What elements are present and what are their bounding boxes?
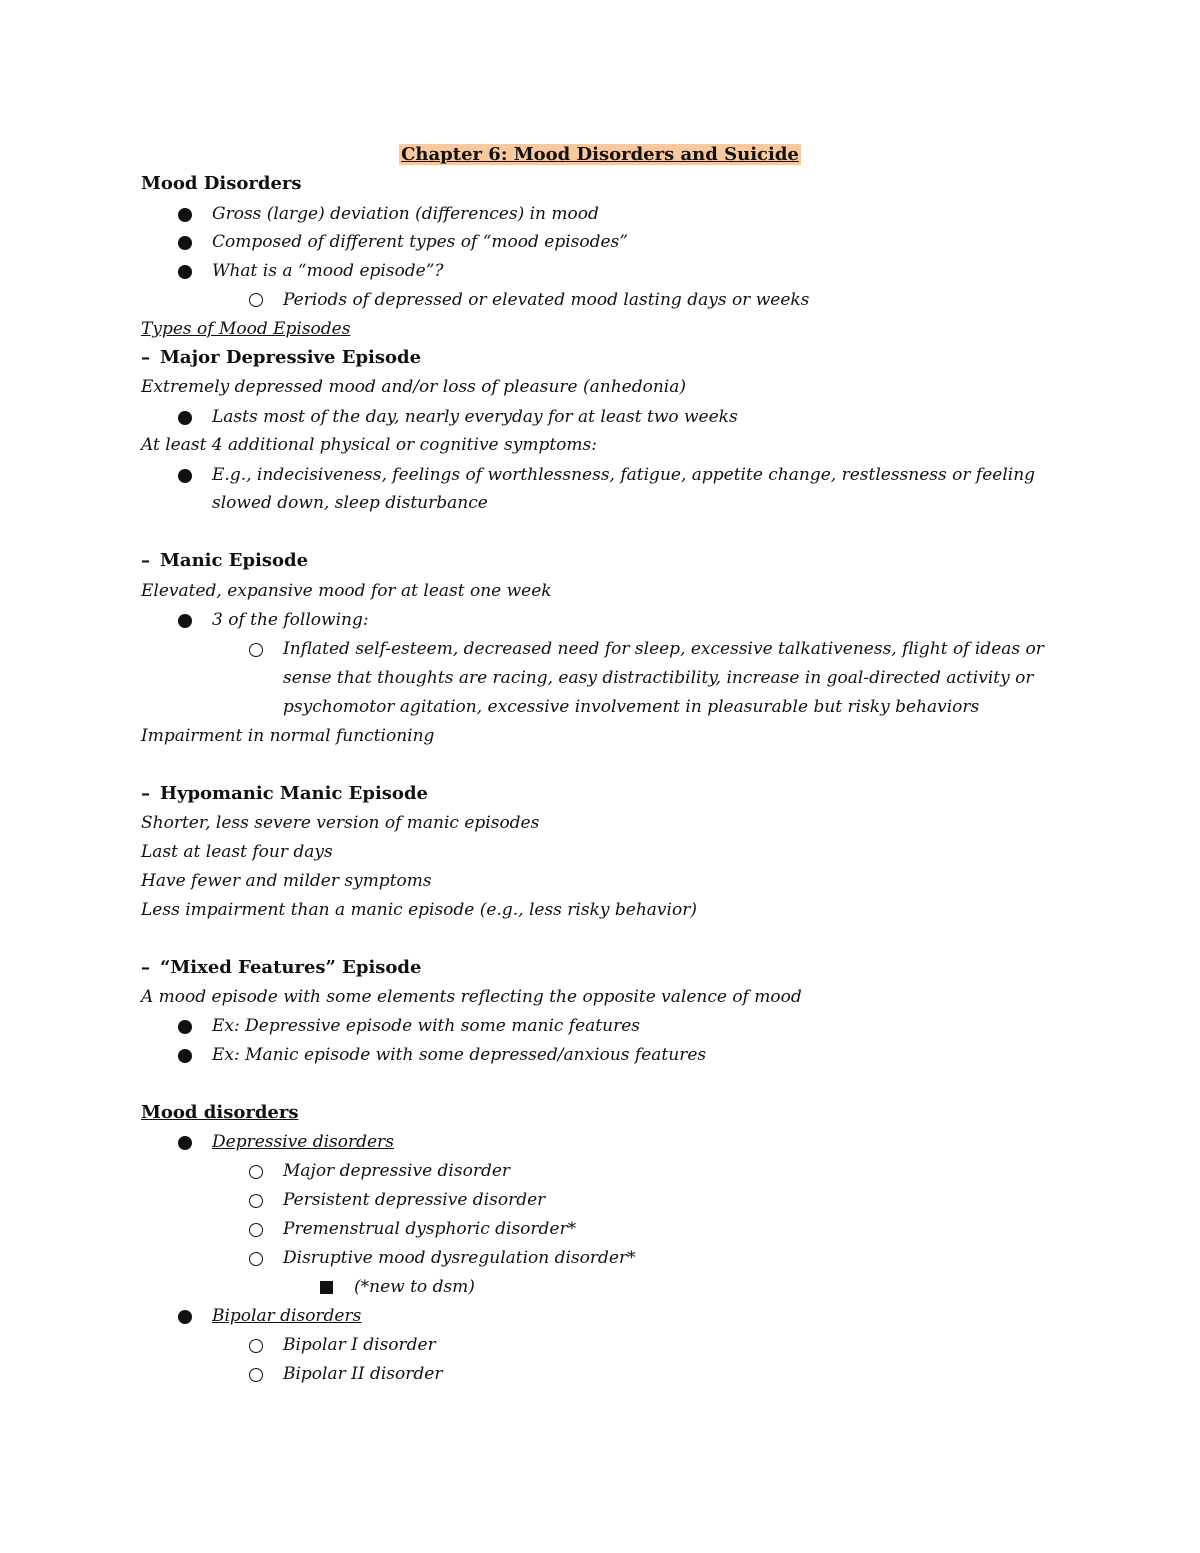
major-depressive-line: Extremely depressed mood and/or loss of pleasure (anhedonia) — [141, 377, 687, 397]
intro-bullet: Gross (large) deviation (differences) in mood — [212, 204, 599, 224]
disorders-heading: Mood disorders — [141, 1102, 299, 1123]
mixed-heading — [141, 957, 421, 979]
bipolar-item: Bipolar II disorder — [283, 1364, 443, 1384]
manic-heading — [141, 550, 308, 572]
depressive-item: Premenstrual dysphoric disorder* — [283, 1219, 577, 1239]
hypomanic-heading — [141, 783, 428, 805]
mood-disorders-heading: Mood Disorders — [141, 173, 302, 194]
page-title-text: Chapter 6: Mood Disorders and Suicide — [401, 144, 799, 165]
bullet-square-icon — [320, 1281, 333, 1294]
manic-sub-bullet: Inflated self-esteem, decreased need for sleep, excessive talkativeness, flight of ideas or — [283, 639, 1044, 659]
bullet-circle-icon — [249, 1165, 263, 1179]
depressive-item: Major depressive disorder — [283, 1161, 511, 1181]
bullet-disc-icon — [178, 1020, 192, 1034]
intro-bullet: Composed of different types of “mood episodes” — [212, 232, 628, 252]
hypomanic-line: Less impairment than a manic episode (e.g., less risky behavior) — [141, 900, 697, 920]
hypomanic-line: Last at least four days — [141, 842, 333, 862]
bullet-circle-icon — [249, 1194, 263, 1208]
dash-icon: – — [141, 783, 150, 804]
manic-heading-text: Manic Episode — [160, 550, 309, 571]
page-title — [0, 144, 1200, 166]
manic-sub-bullet-cont: psychomotor agitation, excessive involvement in pleasurable but risky behaviors — [283, 697, 980, 717]
major-depressive-bullet: Lasts most of the day, nearly everyday for at least two weeks — [212, 407, 738, 427]
types-heading: Types of Mood Episodes — [141, 319, 351, 339]
mixed-line: A mood episode with some elements reflecting the opposite valence of mood — [141, 987, 802, 1007]
depressive-disorders-heading: Depressive disorders — [212, 1132, 394, 1152]
major-depressive-heading — [141, 347, 421, 369]
dash-icon: – — [141, 347, 150, 368]
depressive-item: Disruptive mood dysregulation disorder* — [283, 1248, 636, 1268]
bullet-circle-icon — [249, 1252, 263, 1266]
major-depressive-line: At least 4 additional physical or cognitive symptoms: — [141, 435, 597, 455]
new-to-dsm-note: (*new to dsm) — [354, 1277, 475, 1297]
manic-bullet: 3 of the following: — [212, 610, 369, 630]
intro-bullet: What is a “mood episode”? — [212, 261, 444, 281]
major-depressive-bullet: E.g., indecisiveness, feelings of worthlessness, fatigue, appetite change, restlessness or feeling — [212, 465, 1036, 485]
bullet-circle-icon — [249, 293, 263, 307]
bullet-disc-icon — [178, 1136, 192, 1150]
bullet-circle-icon — [249, 1368, 263, 1382]
hypomanic-heading-text: Hypomanic Manic Episode — [160, 783, 428, 804]
dash-icon: – — [141, 550, 150, 571]
bipolar-item: Bipolar I disorder — [283, 1335, 436, 1355]
bipolar-disorders-heading: Bipolar disorders — [212, 1306, 362, 1326]
bullet-disc-icon — [178, 614, 192, 628]
manic-line: Impairment in normal functioning — [141, 726, 435, 746]
mixed-heading-text: “Mixed Features” Episode — [160, 957, 422, 978]
depressive-item: Persistent depressive disorder — [283, 1190, 546, 1210]
intro-sub-bullet: Periods of depressed or elevated mood lasting days or weeks — [283, 290, 810, 310]
major-depressive-bullet-cont: slowed down, sleep disturbance — [212, 493, 488, 513]
hypomanic-line: Shorter, less severe version of manic episodes — [141, 813, 540, 833]
manic-sub-bullet-cont: sense that thoughts are racing, easy distractibility, increase in goal-directed activity or — [283, 668, 1034, 688]
dash-icon: – — [141, 957, 150, 978]
bullet-circle-icon — [249, 1339, 263, 1353]
mixed-bullet: Ex: Manic episode with some depressed/anxious features — [212, 1045, 707, 1065]
mixed-bullet: Ex: Depressive episode with some manic features — [212, 1016, 640, 1036]
bullet-disc-icon — [178, 1310, 192, 1324]
bullet-disc-icon — [178, 208, 192, 222]
bullet-disc-icon — [178, 411, 192, 425]
major-depressive-heading-text: Major Depressive Episode — [160, 347, 422, 368]
bullet-circle-icon — [249, 1223, 263, 1237]
manic-line: Elevated, expansive mood for at least one week — [141, 581, 552, 601]
bullet-circle-icon — [249, 643, 263, 657]
bullet-disc-icon — [178, 469, 192, 483]
bullet-disc-icon — [178, 1049, 192, 1063]
bullet-disc-icon — [178, 236, 192, 250]
hypomanic-line: Have fewer and milder symptoms — [141, 871, 432, 891]
bullet-disc-icon — [178, 265, 192, 279]
